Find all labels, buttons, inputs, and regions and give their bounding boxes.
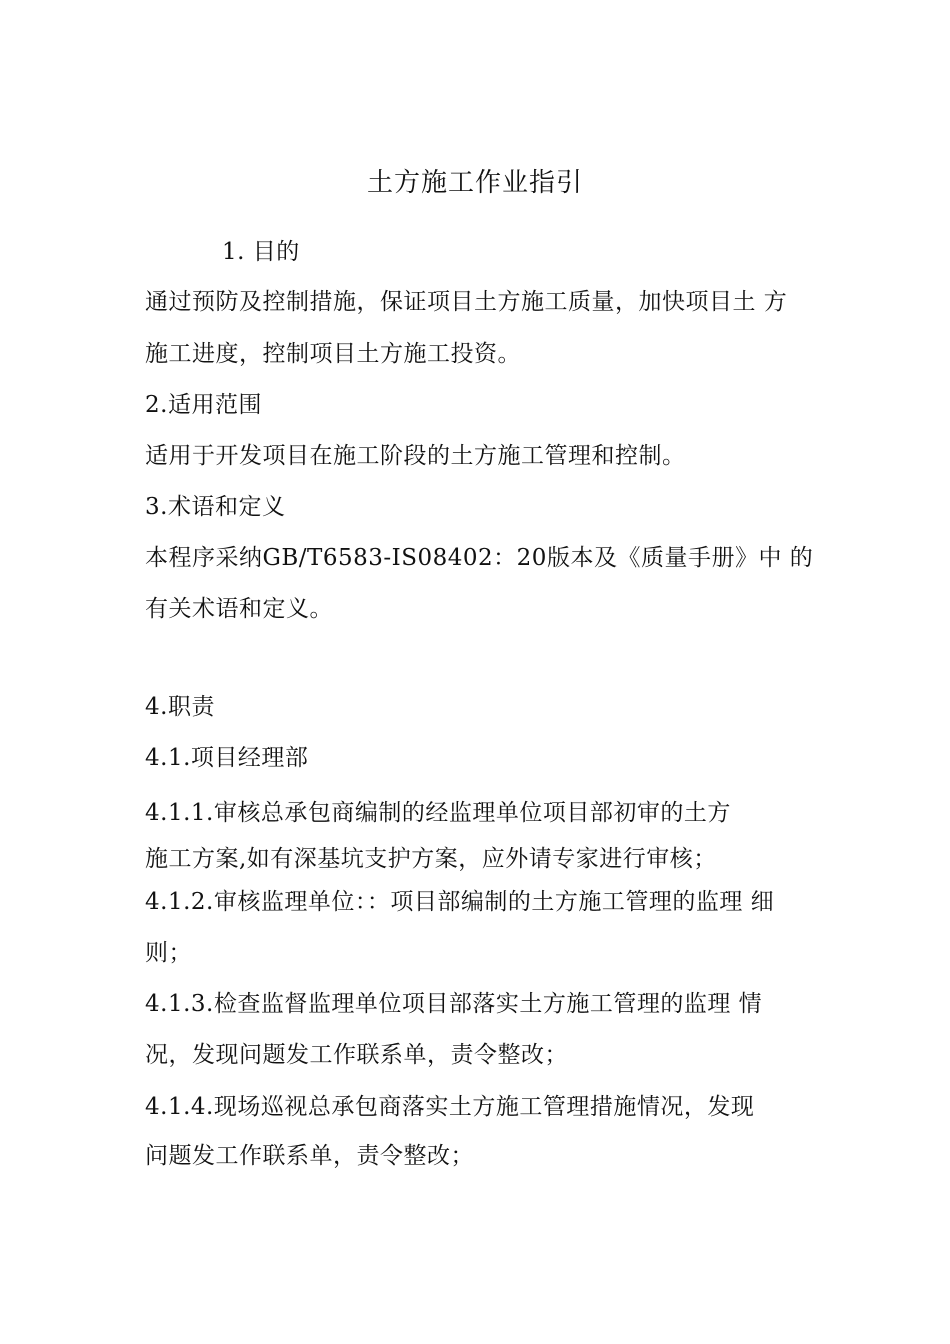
paragraph-line: 施工方案,如有深基坑支护方案，应外请专家进行审核； (145, 846, 717, 872)
paragraph-line: 4.1.4.现场巡视总承包商落实土方施工管理措施情况，发现 (145, 1094, 755, 1120)
paragraph-line: 问题发工作联系单，责令整改； (145, 1143, 474, 1169)
paragraph-line: 则； (145, 940, 192, 966)
paragraph-line: 4.1.1.审核总承包商编制的经监理单位项目部初审的土方 (145, 800, 731, 826)
section-heading-terms: 3.术语和定义 (145, 494, 286, 520)
section-heading-purpose: 1. 目的 (222, 239, 300, 265)
paragraph-line: 适用于开发项目在施工阶段的土方施工管理和控制。 (145, 443, 686, 469)
section-heading-scope: 2.适用范围 (145, 392, 262, 418)
paragraph-line: 4.1.2.审核监理单位：：项目部编制的土方施工管理的监理 细 (145, 889, 775, 915)
paragraph-line: 施工进度，控制项目土方施工投资。 (145, 341, 521, 367)
paragraph-line: 况，发现问题发工作联系单，责令整改； (145, 1042, 568, 1068)
paragraph-line: 有关术语和定义。 (145, 596, 333, 622)
subsection-heading: 4.1.项目经理部 (145, 745, 309, 771)
paragraph-line: 4.1.3.检查监督监理单位项目部落实土方施工管理的监理 情 (145, 991, 763, 1017)
paragraph-line: 通过预防及控制措施，保证项目土方施工质量，加快项目土 方 (145, 289, 788, 315)
section-heading-responsibilities: 4.职责 (145, 694, 215, 720)
document-title: 土方施工作业指引 (366, 168, 583, 198)
paragraph-line: 本程序采纳GB/T6583-IS08402：20版本及《质量手册》中 的 (145, 545, 814, 571)
